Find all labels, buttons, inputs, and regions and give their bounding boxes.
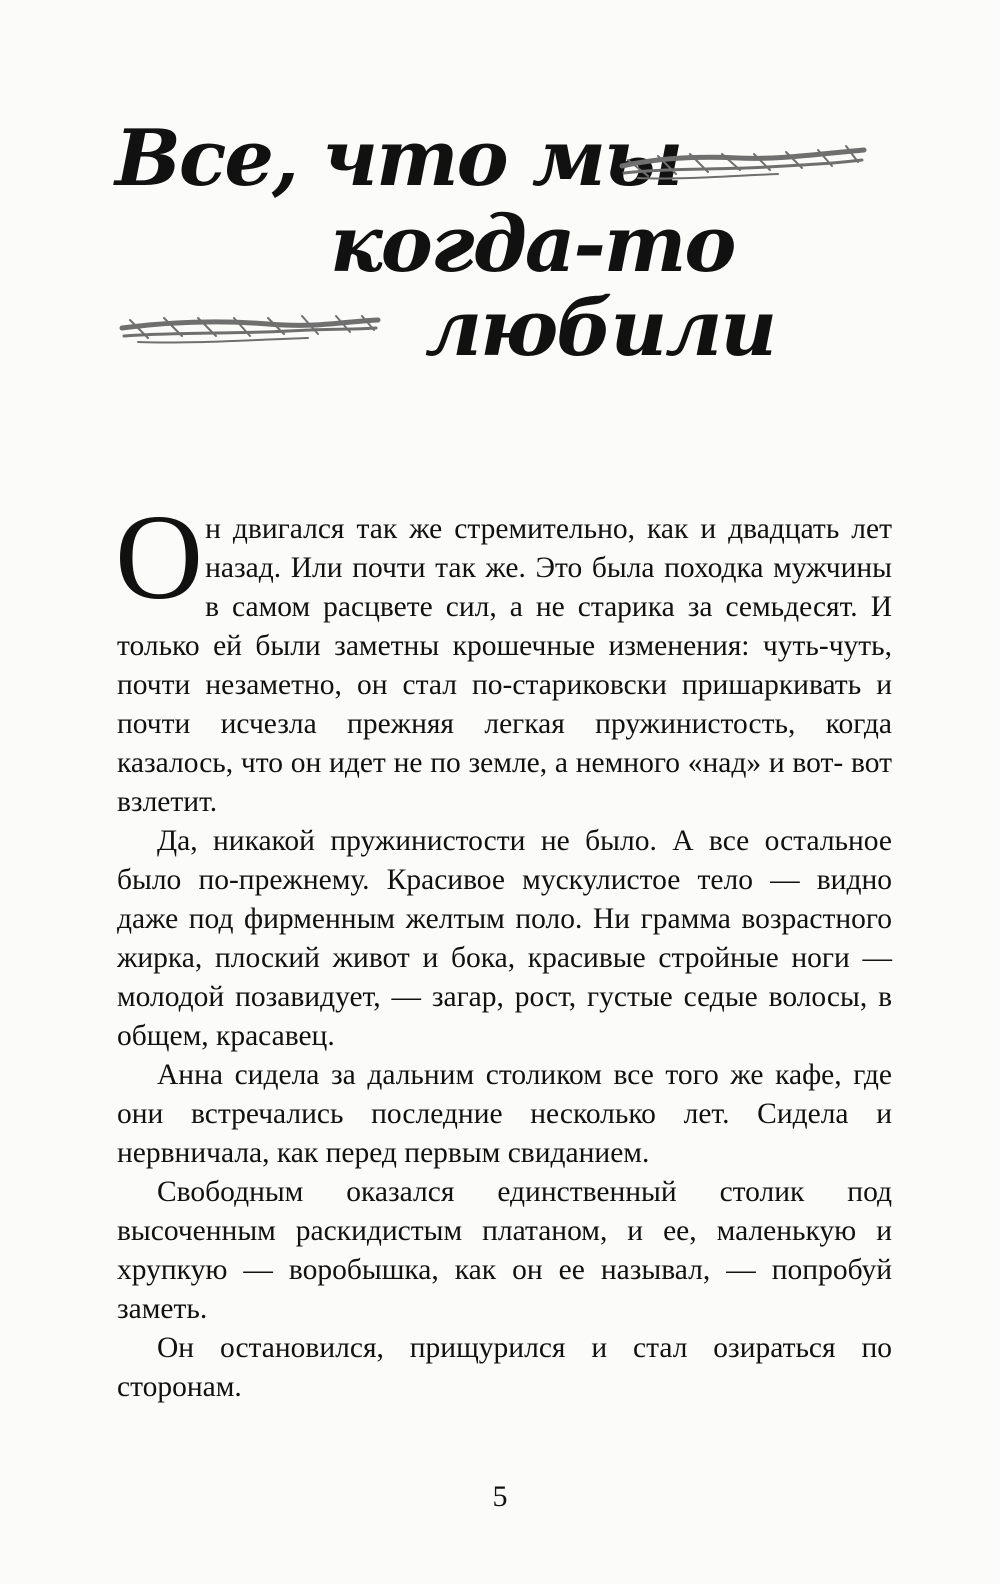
- paragraph-4: Свободным оказался единственный столик под высоченным раскидистым платаном, и ее, маленькую и хрупкую — воробышка, как он ее называл, — попробуй заметь.: [117, 1176, 892, 1325]
- paragraph-1: [115, 490, 892, 822]
- decorative-flourish-top: [618, 140, 868, 190]
- page-number: 5: [492, 1480, 508, 1513]
- drop-cap: О: [115, 490, 204, 625]
- chapter-body: [115, 490, 892, 1407]
- paragraph-1-text: н двигался так же стремительно, как и двадцать лет назад. Или почти так же. Это была походка мужчины в самом расцвете сил, а не старика за семьдесят. И только ей были заметны крошечные изменения: чуть-чуть, почти незаметно, он стал по-стариковски пришаркивать и почти исчезла прежняя легкая пружинистость, когда казалось, что он идет не по земле, а немного «над» и вот- вот взлетит.: [117, 513, 892, 818]
- chapter-title-line-2: когда-то: [330, 199, 735, 290]
- paragraph-2: Да, никакой пружинистости не было. А все остальное было по-прежнему. Красивое мускулистое тело — видно даже под фирменным желтым поло. Ни грамма возрастного жирка, плоский живот и бока, красивые стройные ноги — молодой позавидует, — загар, рост, густые седые волосы, в общем, красавец.: [117, 825, 892, 1052]
- chapter-title-line-1: Все, что мы: [115, 113, 682, 204]
- paragraph-3: Анна сидела за дальним столиком все того же кафе, где они встречались последние несколько лет. Сидела и нервничала, как перед первым свиданием.: [117, 1059, 892, 1169]
- decorative-flourish-bottom: [118, 306, 383, 356]
- chapter-title-line-3: любили: [425, 283, 776, 374]
- paragraph-5: Он остановился, прищурился и стал озираться по сторонам.: [117, 1332, 892, 1403]
